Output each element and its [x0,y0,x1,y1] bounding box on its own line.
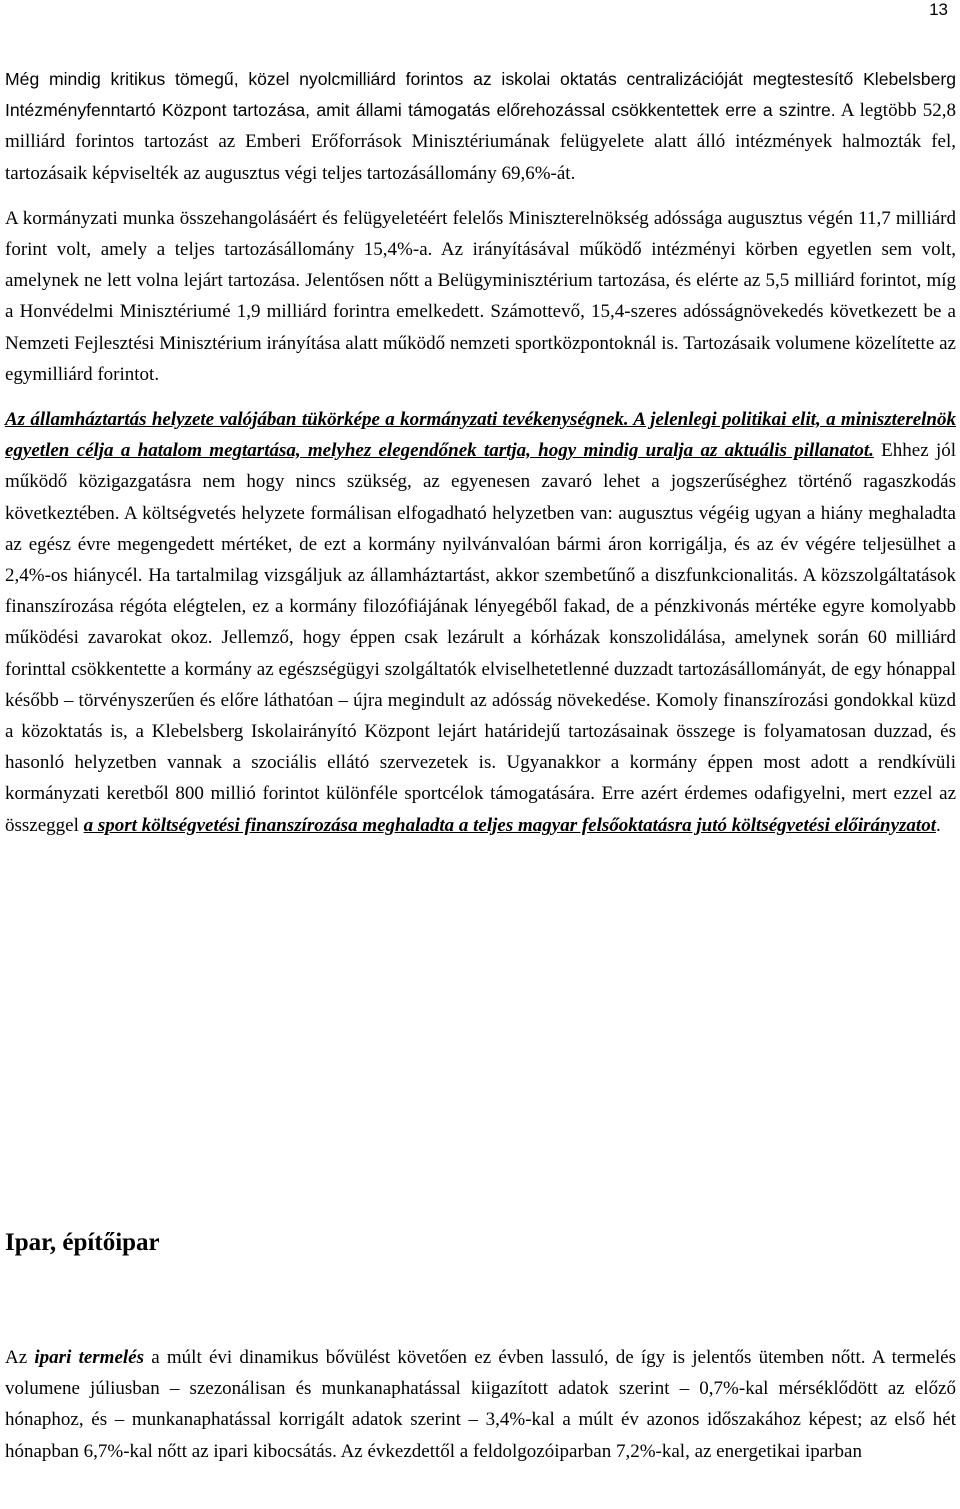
paragraph-4-rest: a múlt évi dinamikus bővülést követően ez évben lassuló, de így is jelentős ütemben nőtt. A termelés volumene júliusban – szezonálisan és munkanaphatással kiigazított adatok szerint – 0,7%-kal mérséklődött az előző hónaphoz, és – munkanaphatással korrigált adatok szerint – 3,4%-kal a múlt év azonos időszakához képest; az első hét hónapban 6,7%-kal nőtt az ipari kibocsátás. Az évkezdettől a feldolgozóiparban 7,2%-kal, az energetikai iparban [5,1347,956,1462]
emphasis-industrial-production: ipari termelés [34,1347,144,1368]
emphasis-political-elite: A jelenlegi politikai elit, a miniszterelnök egyetlen célja a hatalom megtartása, melyhez elegendőnek tartja, hogy mindig uralja az aktuális pillanatot. [5,409,956,462]
section-heading: Ipar, építőipar [5,1229,160,1256]
paragraph-1-rest: A legtöbb 52,8 milliárd forintos tartozást az Emberi Erőforrások Minisztériumának felügyelete alatt álló intézmények halmozták fel, tartozásaik képviselték az augusztus végi teljes tartozásállomány 69,6%-át. [5,100,956,184]
paragraph-1-start: Még mindig kritikus tömegű, közel nyolcmilliárd forintos az iskolai oktatás centralizációját megtestesítő Klebelsberg Intézményfenntartó Központ tartozása, amit állami támogatás előrehozással csökkentettek erre a szintre. [5,69,956,121]
emphasis-sport-budget: a sport költségvetési finanszírozása meghaladta a teljes magyar felsőoktatásra jutó költségvetési előirányzatot [83,814,936,836]
paragraph-3 [5,404,956,841]
emphasis-state-finances: Az államháztartás helyzete valójában tükörképe a kormányzati tevékenységnek. [5,409,629,431]
paragraph-1 [5,64,956,189]
page-number: 13 [929,0,948,19]
section-body [5,1342,956,1467]
paragraph-3-end: . [935,814,941,836]
paragraph-4 [5,1342,956,1467]
document-body [5,64,956,841]
paragraph-2: A kormányzati munka összehangolásáért és felügyeletéért felelős Miniszterelnökség adóssága augusztus végén 11,7 milliárd forint volt, amely a teljes tartozásállomány 15,4%-a. Az irányításával működő intézményi körben egyetlen sem volt, amelynek ne lett volna lejárt tartozása. Jelentősen nőtt a Belügyminisztérium tartozása, és elérte az 5,5 milliárd forintot, míg a Honvédelmi Minisztériumé 1,9 milliárd forintra emelkedett. Számottevő, 15,4-szeres adósságnövekedés következett be a Nemzeti Fejlesztési Minisztérium irányítása alatt működő nemzeti sportközpontoknál is. Tartozásaik volumene közelítette az egymilliárd forintot. [5,207,956,385]
paragraph-3-text: Ehhez jól működő közigazgatásra nem hogy nincs szükség, az egyenesen zavaró lehet a jogszerűséghez történő ragaszkodás következtében. A költségvetés helyzete formálisan elfogadható helyzetben van: augusztus végéig ugyan a hiány meghaladta az egész évre megengedett mértéket, de ezt a kormány nyilvánvalóan bármi áron korrigálja, és az év végére teljesülhet a 2,4%-os hiánycél. Ha tartalmilag vizsgáljuk az államháztartást, akkor szembetűnő a diszfunkcionalitás. A közszolgáltatások finanszírozása régóta elégtelen, ez a kormány filozófiájának lényegéből fakad, de a pénzkivonás mértéke egyre komolyabb működési zavarokat okoz. Jellemző, hogy éppen csak lezárult a kórházak konszolidálása, amelynek során 60 milliárd forinttal csökkentette a kormány az egészségügyi szolgáltatók elviselhetetlenné duzzadt tartozásállományát, de egy hónappal később – törvényszerűen és előre láthatóan – újra megindult az adósság növekedése. Komoly finanszírozási gondokkal küzd a közoktatás is, a Klebelsberg Iskolairányító Központ lejárt határidejű tartozásainak összege is folyamatosan duzzad, és hasonló helyzetben vannak a szociális ellátó szervezetek is. Ugyanakkor a kormány éppen most adott a rendkívüli kormányzati keretből 800 millió forintot különféle sportcélok támogatására. Erre azért érdemes odafigyelni, mert ezzel az összeggel [5,440,956,836]
paragraph-4-start: Az [5,1347,35,1368]
